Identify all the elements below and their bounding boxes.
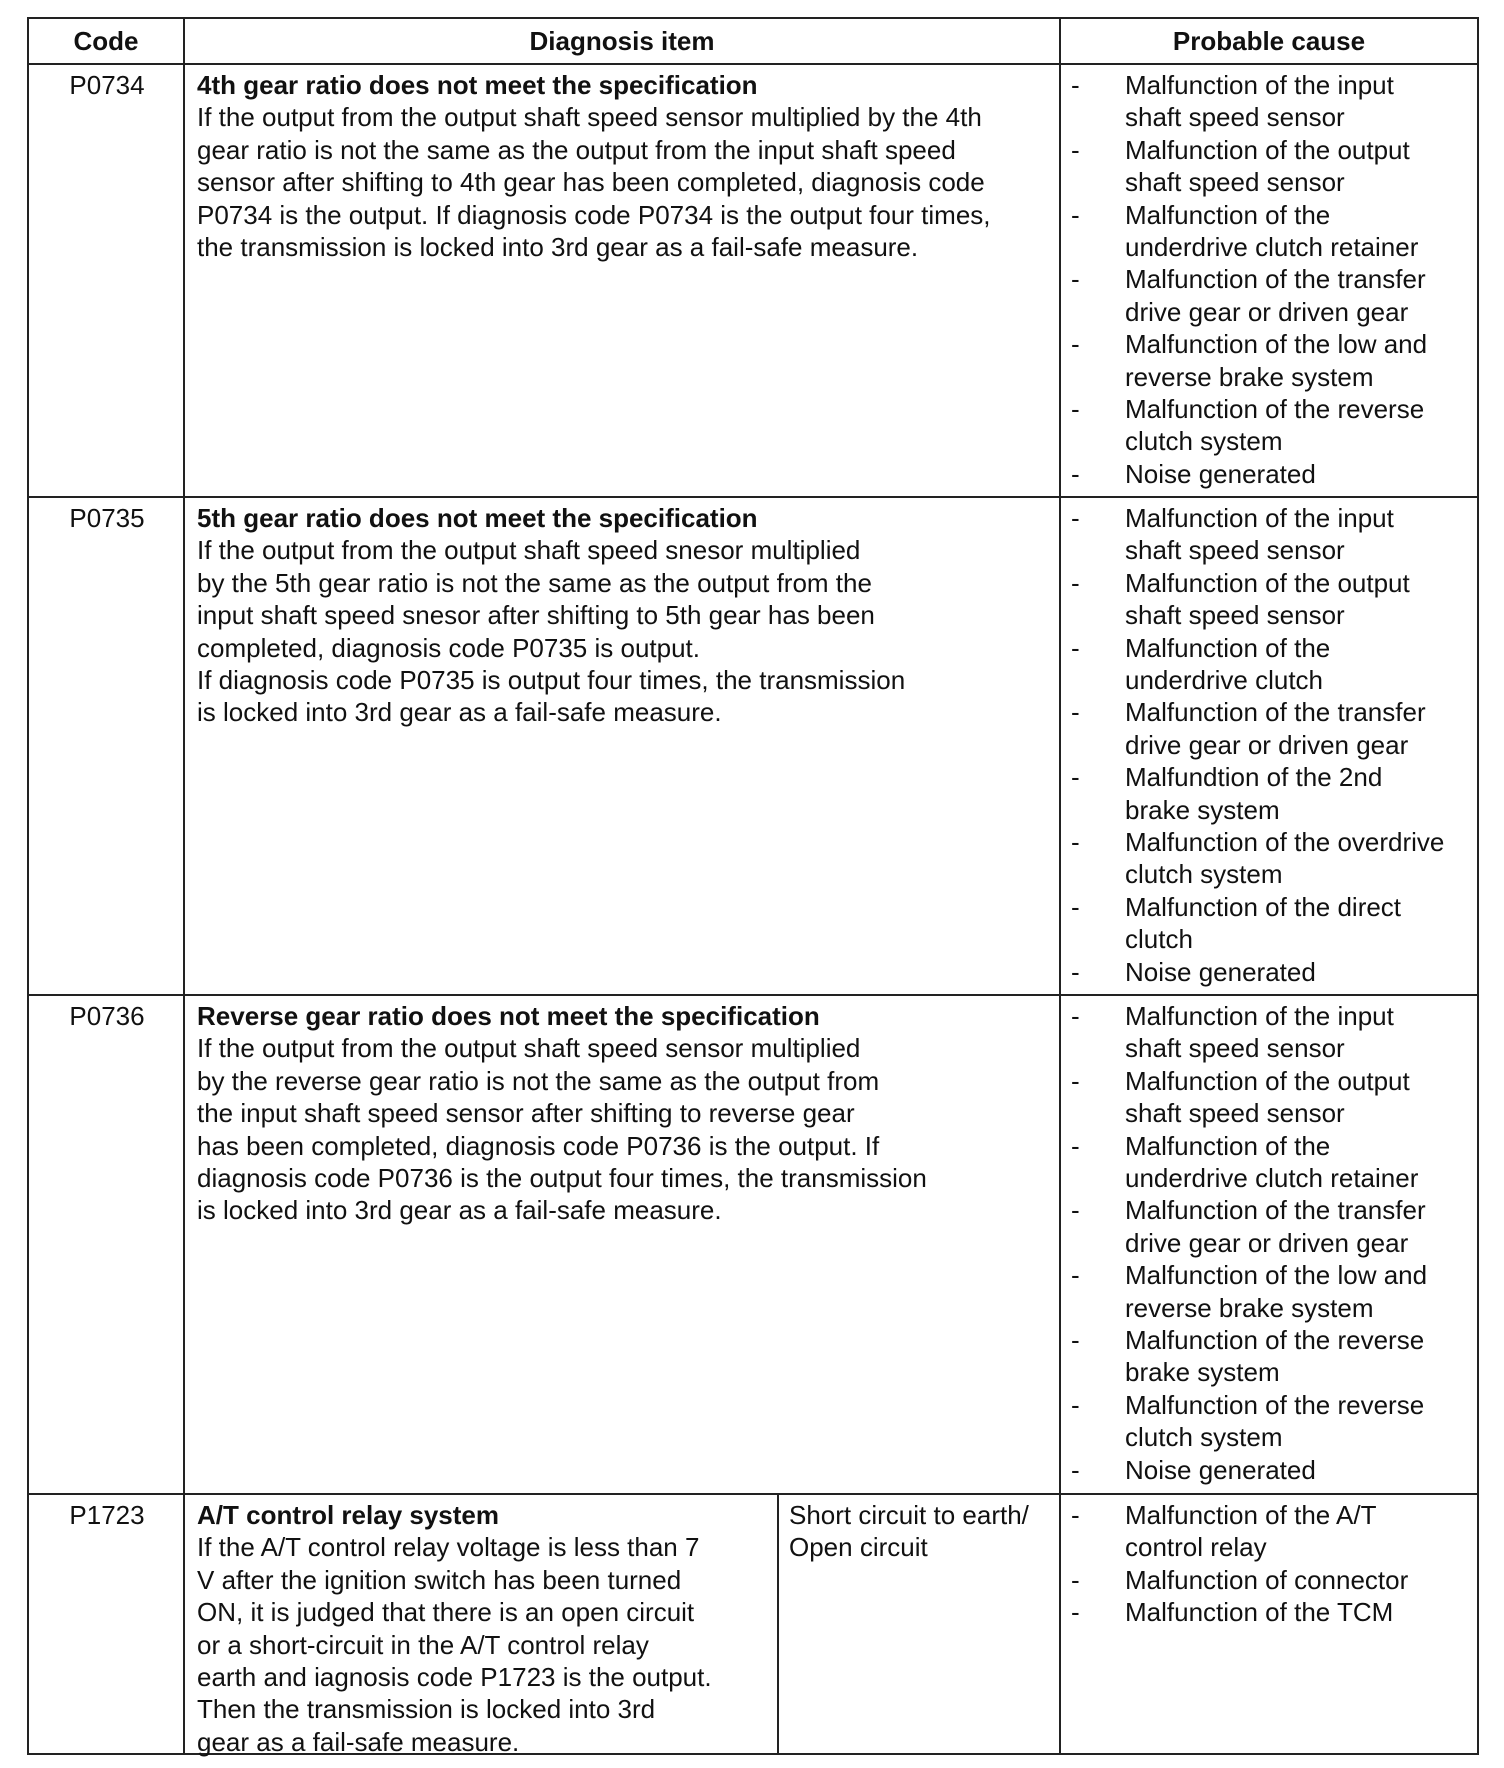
cause-item [1059,632,1477,697]
row-diagnosis [197,1499,767,1758]
cause-text-line: Malfunction of the [1125,1130,1331,1161]
bullet-dash-icon: - [1071,1001,1080,1031]
cause-item [1059,761,1477,826]
diagnosis-text-line: Then the transmission is locked into 3rd [197,1694,656,1725]
row-diagnosis [197,1000,1067,1227]
cause-text-line: Malfunction of the reverse [1125,394,1425,425]
cause-item [1059,458,1477,490]
cause-text-line: Malfunction of the direct [1125,891,1402,922]
cause-text-line: clutch system [1125,426,1283,457]
cause-item [1059,199,1477,264]
cause-item [1059,1564,1477,1596]
cause-text-line: underdrive clutch retainer [1125,232,1419,263]
row-code: P0734 [69,70,145,100]
row-divider [29,994,1477,996]
bullet-dash-icon: - [1071,827,1080,858]
cause-item [1059,696,1477,761]
cause-item [1059,567,1477,632]
diagnosis-text-line: If the A/T control relay voltage is less than 7 [197,1532,700,1563]
bullet-dash-icon: - [1071,891,1080,922]
cause-text-line: brake system [1125,1357,1280,1388]
cause-text-line: Malfunction of the input [1125,1001,1394,1031]
cause-text-line: control relay [1125,1532,1267,1563]
cause-item [1059,393,1477,458]
bullet-dash-icon: - [1071,762,1080,793]
cause-text-line: Malfunction of the output [1125,1065,1410,1096]
cause-item [1059,1324,1477,1389]
row-causes [1059,502,1477,988]
condition-text-line: Short circuit to earth/ [789,1500,1029,1530]
cause-text-line: shaft speed sensor [1125,600,1345,631]
cause-text-line: shaft speed sensor [1125,102,1345,133]
cause-text-line: Malfunction of the reverse [1125,1325,1425,1356]
bullet-dash-icon: - [1071,1195,1080,1226]
diagnosis-text-line: input shaft speed snesor after shifting to 5th gear has been [197,600,875,631]
row-diagnosis [197,69,1067,263]
bullet-dash-icon: - [1071,632,1080,663]
bullet-dash-icon: - [1071,329,1080,360]
header-diagnosis-item: Diagnosis item [529,26,715,56]
bullet-dash-icon: - [1071,1260,1080,1291]
cause-text-line: Malfunction of the input [1125,70,1394,100]
cause-item [1059,826,1477,891]
diagnosis-title: A/T control relay system [197,1500,499,1530]
row-divider [29,1493,1477,1495]
cause-item [1059,1130,1477,1195]
bullet-dash-icon: - [1071,1389,1080,1420]
cause-text-line: Malfunction of the reverse [1125,1389,1425,1420]
cause-text-line: reverse brake system [1125,361,1374,392]
cause-item [1059,891,1477,956]
cause-text-line: Malfunction of the low and [1125,329,1428,360]
cause-text-line: shaft speed sensor [1125,167,1345,198]
cause-text-line: Malfunction of the [1125,199,1331,230]
cause-text-line: Malfunction of the output [1125,134,1410,165]
cause-text-line: Malfunction of the input [1125,503,1394,533]
cause-item [1059,502,1477,567]
cause-text-line: Malfunction of the [1125,632,1331,663]
row-code: P0735 [69,503,145,533]
diagnosis-text-line: or a short-circuit in the A/T control relay [197,1629,649,1660]
diagnosis-title: Reverse gear ratio does not meet the specification [197,1001,820,1031]
bullet-dash-icon: - [1071,1325,1080,1356]
cause-item [1059,1000,1477,1065]
diagnosis-text-line: If the output from the output shaft speed sensor multiplied by the 4th [197,102,982,133]
row-code: P1723 [69,1500,145,1530]
cause-item [1059,1454,1477,1486]
cause-item [1059,69,1477,134]
cause-item [1059,1065,1477,1130]
cause-text-line: clutch system [1125,859,1283,890]
diagnosis-title: 5th gear ratio does not meet the specification [197,503,758,533]
bullet-dash-icon: - [1071,567,1080,598]
bullet-dash-icon: - [1071,1130,1080,1161]
cause-item [1059,263,1477,328]
cause-text-line: Malfunction of the overdrive [1125,827,1445,858]
bullet-dash-icon: - [1071,264,1080,295]
cause-text-line: underdrive clutch retainer [1125,1163,1419,1194]
cause-text-line: Noise generated [1125,1454,1316,1485]
diagnosis-text-line: gear ratio is not the same as the output from the input shaft speed [197,134,956,165]
bullet-dash-icon: - [1071,1500,1080,1530]
diagnosis-text-line: has been completed, diagnosis code P0736 is the output. If [197,1130,880,1161]
cause-text-line: Malfundtion of the 2nd [1125,762,1383,793]
cause-text-line: underdrive clutch [1125,665,1323,696]
diagnosis-text-line: ON, it is judged that there is an open circuit [197,1597,695,1628]
cause-text-line: Malfunction of the low and [1125,1260,1428,1291]
row-causes [1059,1000,1477,1486]
condition-text-line: Open circuit [789,1532,928,1563]
header-probable-cause: Probable cause [1172,26,1366,56]
bullet-dash-icon: - [1071,956,1080,987]
row-causes [1059,69,1477,490]
diagnosis-text-line: V after the ignition switch has been turned [197,1564,682,1595]
cause-item [1059,1596,1477,1628]
diagnosis-text-line: P0734 is the output. If diagnosis code P0734 is the output four times, [197,199,991,230]
bullet-dash-icon: - [1071,1564,1080,1595]
cause-text-line: Malfunction of connector [1125,1564,1409,1595]
cause-text-line: drive gear or driven gear [1125,296,1409,327]
bullet-dash-icon: - [1071,70,1080,100]
cause-text-line: Malfunction of the transfer [1125,1195,1426,1226]
diagnosis-text-line: If the output from the output shaft speed snesor multiplied [197,535,861,566]
bullet-dash-icon: - [1071,394,1080,425]
bullet-dash-icon: - [1071,458,1080,489]
cause-item [1059,1194,1477,1259]
cause-text-line: Malfunction of the transfer [1125,264,1426,295]
cause-item [1059,1499,1477,1564]
cause-text-line: reverse brake system [1125,1292,1374,1323]
diagnosis-text-line: is locked into 3rd gear as a fail-safe measure. [197,697,722,728]
row-causes [1059,1499,1477,1629]
row-divider [29,496,1477,498]
cause-text-line: drive gear or driven gear [1125,729,1409,760]
cause-text-line: clutch system [1125,1422,1283,1453]
cause-text-line: shaft speed sensor [1125,1098,1345,1129]
cause-text-line: shaft speed sensor [1125,535,1345,566]
header-code: Code [73,26,139,56]
diagnosis-text-line: If diagnosis code P0735 is output four times, the transmission [197,665,906,696]
bullet-dash-icon: - [1071,1597,1080,1628]
diagnosis-title: 4th gear ratio does not meet the specification [197,70,758,100]
diagnosis-table [27,17,1479,1755]
diagnosis-text-line: is locked into 3rd gear as a fail-safe measure. [197,1195,722,1226]
diagnosis-text-line: earth and iagnosis code P1723 is the output. [197,1662,712,1693]
row-divider [29,63,1477,65]
row-condition [789,1499,1039,1564]
cause-text-line: Malfunction of the transfer [1125,697,1426,728]
bullet-dash-icon: - [1071,697,1080,728]
cause-text-line: clutch [1125,924,1193,955]
diagnosis-text-line: sensor after shifting to 4th gear has been completed, diagnosis code [197,167,985,198]
bullet-dash-icon: - [1071,503,1080,533]
row-code: P0736 [69,1001,145,1031]
cause-text-line: drive gear or driven gear [1125,1227,1409,1258]
diagnosis-text-line: by the reverse gear ratio is not the same as the output from [197,1065,880,1096]
cause-item [1059,328,1477,393]
bullet-dash-icon: - [1071,134,1080,165]
cause-text-line: Malfunction of the TCM [1125,1597,1394,1628]
column-divider [777,1495,779,1753]
diagnosis-text-line: the transmission is locked into 3rd gear as a fail-safe measure. [197,232,919,263]
cause-text-line: Malfunction of the A/T [1125,1500,1377,1530]
bullet-dash-icon: - [1071,199,1080,230]
cause-text-line: brake system [1125,794,1280,825]
diagnosis-text-line: completed, diagnosis code P0735 is output. [197,632,701,663]
bullet-dash-icon: - [1071,1454,1080,1485]
bullet-dash-icon: - [1071,1065,1080,1096]
diagnosis-text-line: the input shaft speed sensor after shifting to reverse gear [197,1098,855,1129]
diagnosis-text-line: by the 5th gear ratio is not the same as the output from the [197,567,872,598]
cause-text-line: shaft speed sensor [1125,1033,1345,1064]
diagnosis-text-line: diagnosis code P0736 is the output four times, the transmission [197,1163,927,1194]
row-diagnosis [197,502,1067,729]
cause-text-line: Noise generated [1125,956,1316,987]
cause-item [1059,134,1477,199]
cause-item [1059,956,1477,988]
cause-item [1059,1389,1477,1454]
diagnosis-text-line: If the output from the output shaft speed sensor multiplied [197,1033,861,1064]
cause-text-line: Noise generated [1125,458,1316,489]
diagnosis-text-line: gear as a fail-safe measure. [197,1726,520,1757]
cause-item [1059,1259,1477,1324]
cause-text-line: Malfunction of the output [1125,567,1410,598]
